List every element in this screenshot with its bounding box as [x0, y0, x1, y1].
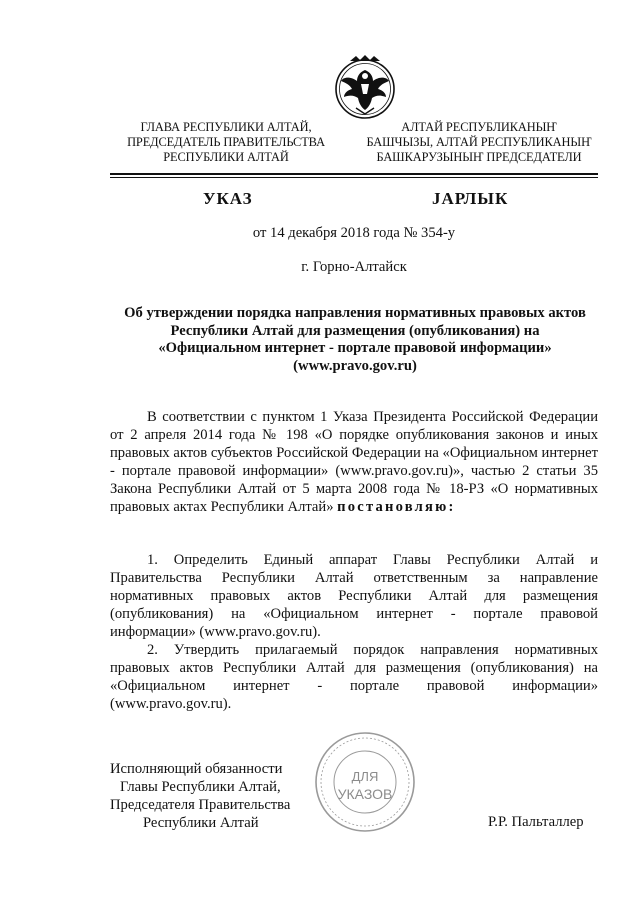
- header-left: [112, 120, 340, 165]
- date-line: от 14 декабря 2018 года № 354-у: [252, 225, 456, 241]
- header-left-line-2: ПРЕДСЕДАТЕЛЬ ПРАВИТЕЛЬСТВА: [127, 135, 325, 149]
- header-right-line-1: АЛТАЙ РЕСПУБЛИКАНЫҤ: [401, 120, 557, 134]
- signature-line-4: Республики Алтай: [143, 815, 259, 831]
- preamble-text: В соответствии с пунктом 1 Указа Президента Российской Федерации от 2 апреля 2014 года № 198 «О порядке опубликования законов и иных правовых актов субъектов Российской Федерации на «Официальном интернет - портале правовой информации» (www.pravo.gov.ru)», частью 2 статьи 35 Закона Республики Алтай от 5 марта 2008 года № 18-РЗ «О нормативных правовых актах Республики Алтай»: [110, 409, 598, 515]
- header-left-line-3: РЕСПУБЛИКИ АЛТАЙ: [163, 150, 289, 164]
- item-2-paragraph: 2. Утвердить прилагаемый порядок направления нормативных правовых актов Республики Алтай для размещения (опубликования) на «Официальном интернет - портале правовой информации» (www.pravo.gov.ru).: [110, 642, 598, 712]
- header-rule-thin: [110, 177, 598, 178]
- header-rule-thick: [110, 173, 598, 175]
- signature-line-3: Председателя Правительства: [110, 797, 291, 813]
- header-left-line-1: ГЛАВА РЕСПУБЛИКИ АЛТАЙ,: [140, 120, 312, 134]
- header-right-line-2: БАШЧЫЗЫ, АЛТАЙ РЕСПУБЛИКАНЫҤ: [366, 135, 592, 149]
- item-1-paragraph: 1. Определить Единый аппарат Главы Республики Алтай и Правительства Республики Алтай ответственным за направление нормативных правовых актов Республики Алтай для размещения (опубликования) на «Официальном интернет - портале правовой информации» (www.pravo.gov.ru).: [110, 552, 598, 640]
- decree-colon: :: [448, 499, 456, 515]
- signature-line-2: Главы Республики Алтай,: [120, 779, 281, 795]
- header-right: [360, 120, 598, 165]
- stamp-seal: [313, 730, 417, 834]
- preamble-paragraph: [110, 408, 598, 516]
- decree-word: постановляю: [337, 499, 449, 515]
- stamp-line-1: ДЛЯ: [351, 769, 379, 784]
- stamp-line-2: УКАЗОВ: [337, 786, 393, 802]
- signatory-name: Р.Р. Пальталлер: [488, 814, 584, 830]
- decree-label-altai: JАРЛЫК: [432, 189, 509, 208]
- signature-block: [110, 760, 310, 832]
- decree-label-russian: УКАЗ: [203, 189, 253, 208]
- signature-line-1: Исполняющий обязанности: [110, 761, 283, 777]
- document-title: Об утверждении порядка направления нормативных правовых актов Республики Алтай для размещения (опубликования) на «Официальном интернет - портале правовой информации» (www.pravo.gov.ru): [124, 305, 586, 375]
- altai-emblem-icon: [330, 54, 400, 120]
- city-line: г. Горно-Алтайск: [301, 259, 407, 275]
- header-right-line-3: БАШКАРУЗЫНЫҤ ПРЕДСЕДАТЕЛИ: [376, 150, 582, 164]
